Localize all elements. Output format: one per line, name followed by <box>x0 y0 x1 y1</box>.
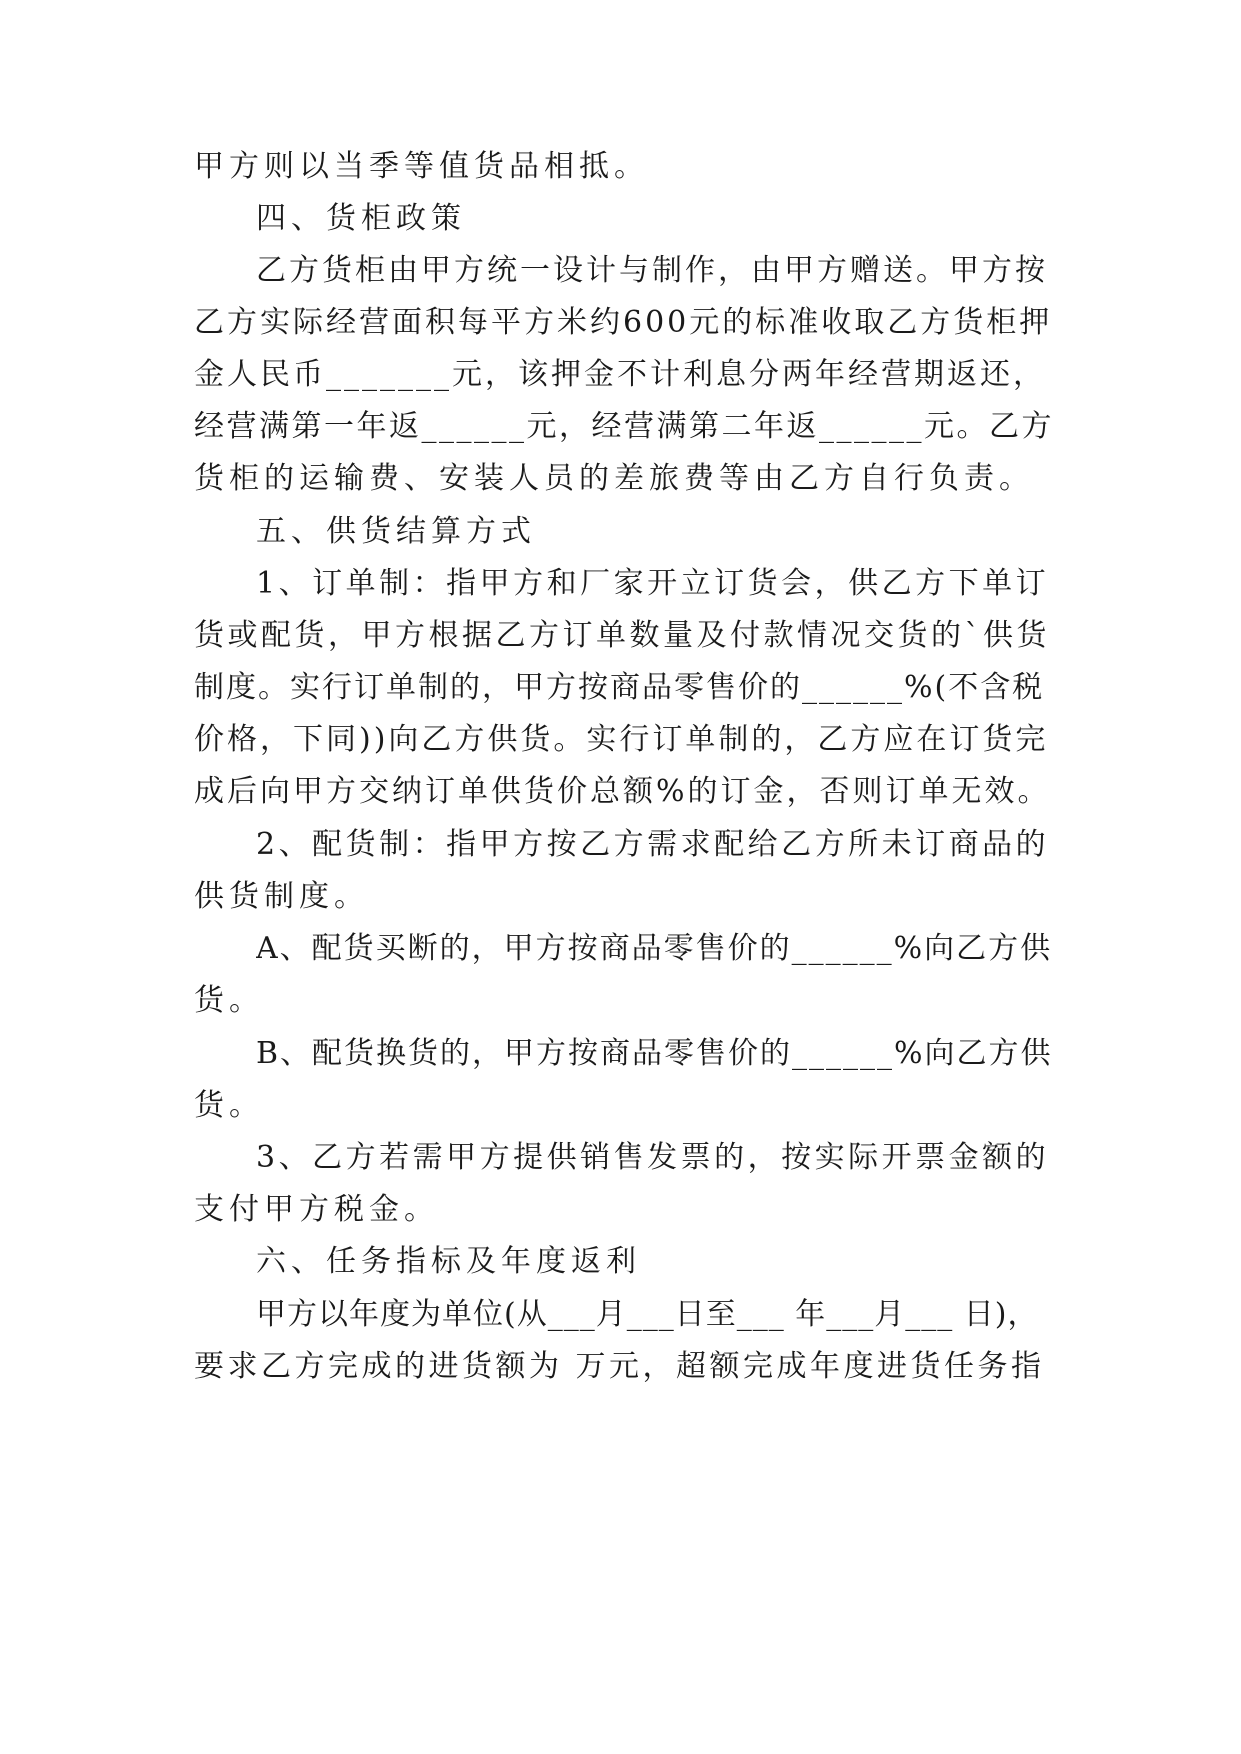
text-line: 成后向甲方交纳订单供货价总额%的订金，否则订单无效。 <box>194 774 1051 809</box>
text-line: 甲方则以当季等值货品相抵。 <box>194 149 649 184</box>
text-line: 要求乙方完成的进货额为 万元，超额完成年度进货任务指 <box>194 1349 1045 1384</box>
text-line: 金人民币_______元，该押金不计利息分两年经营期返还， <box>194 357 1046 392</box>
section-heading: 六、任务指标及年度返利 <box>256 1244 641 1279</box>
text-line: 制度。实行订单制的，甲方按商品零售价的______%(不含税 <box>194 670 1045 705</box>
text-line: 支付甲方税金。 <box>194 1192 439 1227</box>
text-line: 甲方以年度为单位(从___月___日至___ 年___月___ 日)， <box>256 1297 1039 1332</box>
text-line: 供货制度。 <box>194 879 369 914</box>
text-line: 价格，下同))向乙方供货。实行订单制的，乙方应在订货完 <box>194 722 1049 757</box>
section-heading: 五、供货结算方式 <box>256 514 536 549</box>
section-heading: 四、货柜政策 <box>256 201 466 236</box>
text-line: 经营满第一年返______元，经营满第二年返______元。乙方 <box>194 409 1054 444</box>
text-line: A、配货买断的，甲方按商品零售价的______%向乙方供 <box>256 931 1053 966</box>
text-line: 3、乙方若需甲方提供销售发票的，按实际开票金额的 <box>256 1140 1050 1175</box>
text-line: 乙方货柜由甲方统一设计与制作，由甲方赠送。甲方按 <box>256 253 1048 288</box>
text-line: 货柜的运输费、安装人员的差旅费等由乙方自行负责。 <box>194 461 1034 496</box>
text-line: 货。 <box>194 983 264 1018</box>
text-line: 货或配货，甲方根据乙方订单数量及付款情况交货的`供货 <box>194 618 1050 653</box>
text-line: B、配货换货的，甲方按商品零售价的______%向乙方供 <box>256 1036 1053 1071</box>
text-line: 2、配货制：指甲方按乙方需求配给乙方所未订商品的 <box>256 827 1050 862</box>
text-line: 1、订单制：指甲方和厂家开立订货会，供乙方下单订 <box>256 566 1050 601</box>
text-line: 货。 <box>194 1088 264 1123</box>
text-line: 乙方实际经营面积每平方米约600元的标准收取乙方货柜押 <box>194 305 1053 340</box>
